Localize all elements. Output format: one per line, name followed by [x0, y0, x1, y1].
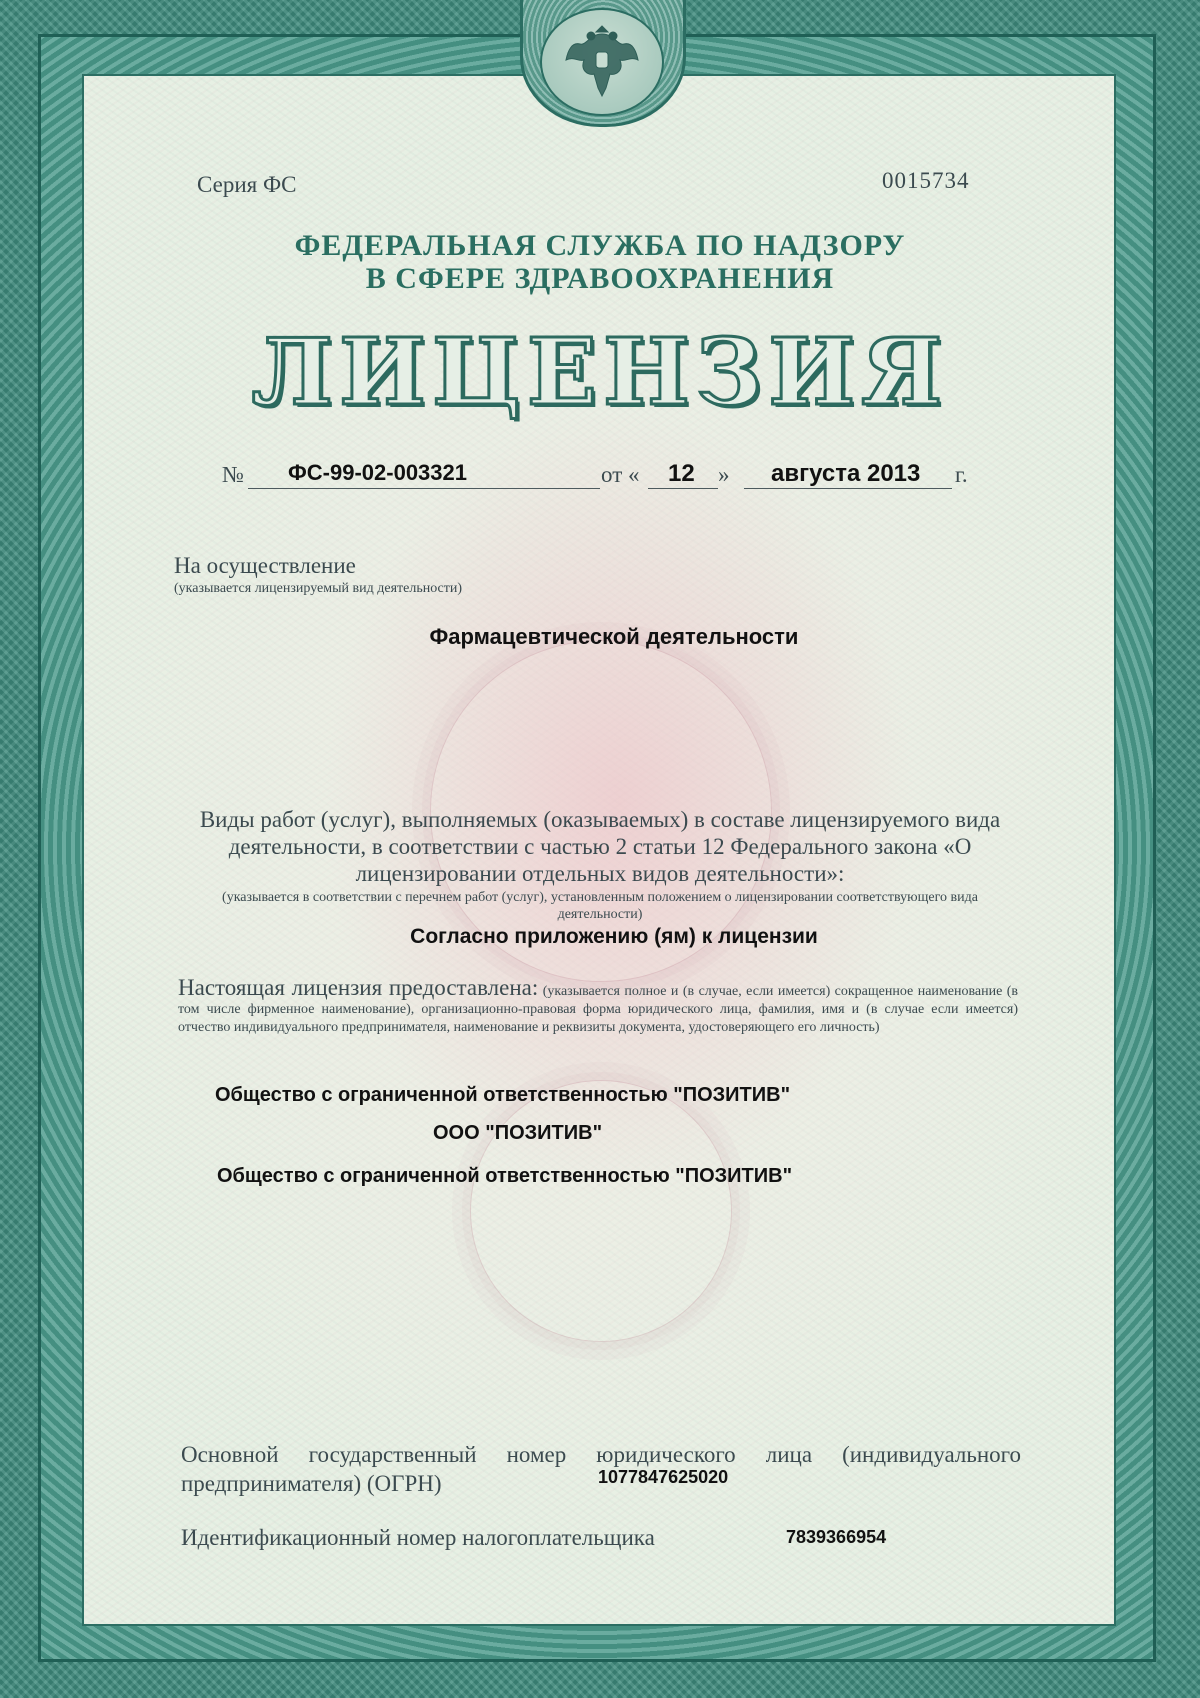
open-quote: « [628, 462, 640, 487]
issuer-line-2: В СФЕРЕ ЗДРАВООХРАНЕНИЯ [365, 262, 835, 295]
granted-note: (указывается полное и (в случае, если имеется) сокращенное наименование (в том числе фирменное наименование), организационно-правовая форма юридического лица, фамилия, имя и (в случае если имеется) отчество индивидуального предпринимателя, наименование и реквизиты документа, удостоверяющего его личность) [178, 984, 1019, 1035]
ogrn-value: 1077847625020 [598, 1467, 729, 1487]
day-underline [648, 488, 718, 489]
activity-value: Фармацевтической деятельности [429, 624, 799, 649]
granted-label: Настоящая лицензия предоставлена: [178, 975, 539, 1000]
issuer-line-1: ФЕДЕРАЛЬНАЯ СЛУЖБА ПО НАДЗОРУ [294, 229, 906, 262]
close-quote: » [718, 462, 730, 487]
number-underline [248, 488, 600, 489]
license-day: 12 [668, 460, 695, 487]
inn-label: Идентификационный номер налогоплательщика [181, 1525, 655, 1550]
works-value: Согласно приложению (ям) к лицензии [410, 925, 818, 948]
inn-value: 7839366954 [786, 1527, 887, 1547]
year-suffix: г. [955, 462, 968, 487]
document-title: ЛИЦЕНЗИЯ [251, 318, 949, 426]
background-rosette [470, 1080, 732, 1342]
activity-note: (указывается лицензируемый вид деятельности) [174, 581, 463, 596]
works-text: Виды работ (услуг), выполняемых (оказываемых) в составе лицензируемого вида деятельности, в соответствии с частью 2 статьи 12 Федерального закона «О лицензировании отдельных видов деятельности»: [199, 807, 1001, 886]
license-month-year: августа 2013 [771, 460, 921, 487]
license-number: ФС-99-02-003321 [288, 460, 467, 485]
licensee-brand-name: Общество с ограниченной ответственностью "ПОЗИТИВ" [217, 1165, 793, 1187]
from-label: от [601, 462, 623, 487]
licensee-short-name: ООО "ПОЗИТИВ" [433, 1122, 603, 1144]
works-note: (указывается в соответствии с перечнем работ (услуг), установленным положением о лицензировании соответствующего вида деятельности) [222, 890, 978, 922]
serial-number: 0015734 [882, 168, 970, 193]
licensee-full-name: Общество с ограниченной ответственностью "ПОЗИТИВ" [215, 1084, 791, 1106]
number-label: № [222, 462, 244, 487]
month-underline [744, 488, 952, 489]
coat-of-arms-icon [540, 8, 664, 116]
ogrn-label: Основной государственный номер юридического лица (индивидуального предпринимателя) (ОГРН) [181, 1442, 1021, 1496]
granted-block [178, 975, 1019, 1037]
series-label: Серия ФС [197, 172, 297, 197]
activity-label: На осуществление [174, 553, 356, 578]
